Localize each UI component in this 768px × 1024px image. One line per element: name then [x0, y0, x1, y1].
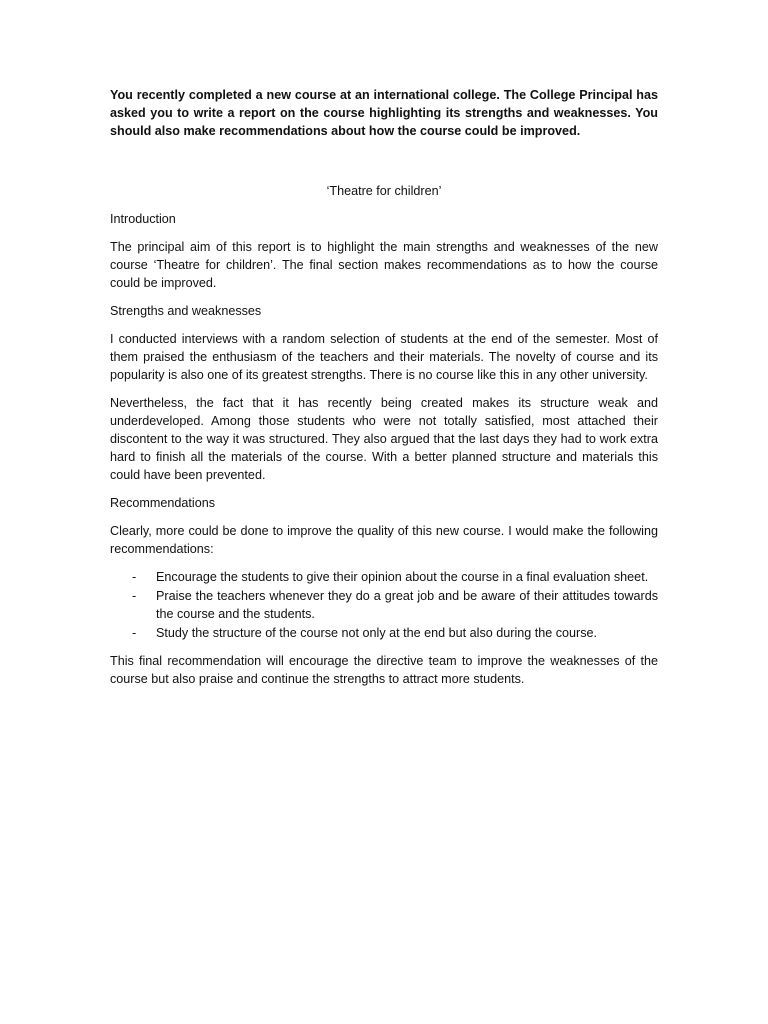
list-item-text: Study the structure of the course not only at the end but also during the course.: [156, 626, 598, 640]
strengths-paragraph-2: Nevertheless, the fact that it has recently being created makes its structure weak and underdeveloped. Among those students who were not totally satisfied, most attached their discontent to the way it was structured. They also argued that the last days they had to work extra hard to finish all the materials of the course. With a better planned structure and materials this could have been prevented.: [110, 396, 658, 482]
list-item: [110, 624, 658, 642]
list-item-text: Praise the teachers whenever they do a great job and be aware of their attitudes towards the course and the students.: [156, 589, 658, 621]
strengths-paragraph-1: I conducted interviews with a random selection of students at the end of the semester. Most of them praised the enthusiasm of the teachers and their materials. The novelty of course and its popularity is also one of its greatest strengths. There is no course like this in any other university.: [110, 332, 658, 382]
list-bullet: -: [132, 626, 137, 640]
introduction-paragraph: The principal aim of this report is to highlight the main strengths and weaknesses of the new course ‘Theatre for children’. The final section makes recommendations as to how the course could be improved.: [110, 240, 658, 290]
recommendations-list: [110, 568, 658, 642]
list-bullet: -: [132, 570, 137, 584]
report-title: ‘Theatre for children’: [326, 184, 442, 198]
document-page: [110, 86, 658, 688]
list-item-text: Encourage the students to give their opinion about the course in a final evaluation sheet.: [156, 570, 649, 584]
recommendations-intro: Clearly, more could be done to improve the quality of this new course. I would make the following recommendations:: [110, 524, 658, 556]
closing-paragraph: This final recommendation will encourage the directive team to improve the weaknesses of the course but also praise and continue the strengths to attract more students.: [110, 654, 658, 686]
task-prompt: You recently completed a new course at an international college. The College Principal has asked you to write a report on the course highlighting its strengths and weaknesses. You should also make recommendations about how the course could be improved.: [110, 88, 658, 138]
list-bullet: -: [132, 589, 137, 603]
section-heading-strengths: Strengths and weaknesses: [110, 304, 262, 318]
list-item: [110, 568, 658, 586]
list-item: [110, 587, 658, 623]
section-heading-recommendations: Recommendations: [110, 496, 215, 510]
section-heading-introduction: Introduction: [110, 212, 176, 226]
